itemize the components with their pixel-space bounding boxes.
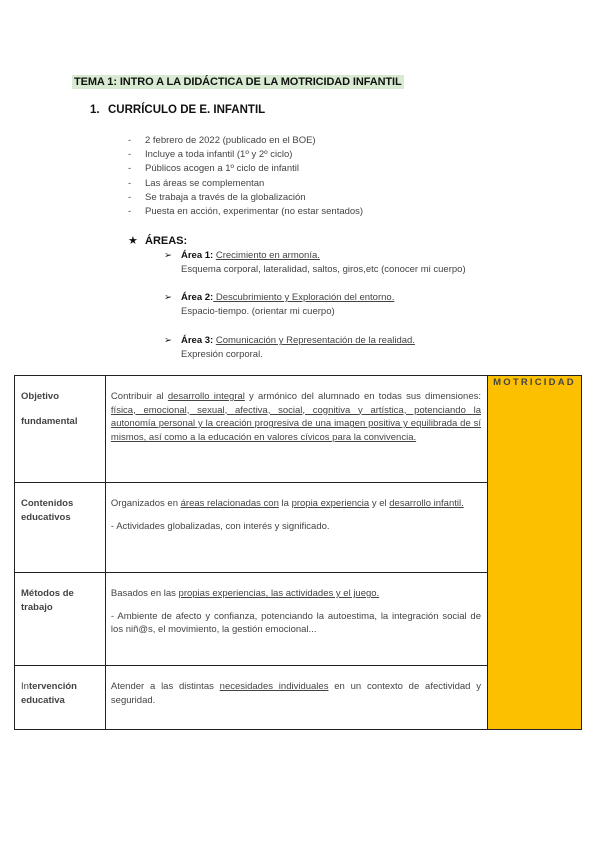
row-label: Métodos de trabajo [15,573,106,666]
area-item-3: ➢ Área 3: Comunicación y Representación de la realidad. Expresión corporal. [164,335,415,360]
arrow-bullet-icon: ➢ [164,335,172,346]
dash-icon: - [128,149,132,161]
row-content: Contribuir al desarrollo integral y armónico del alumnado en todas sus dimensiones: física, emocional, sexual, afectiva, social, cognitiva y artística, potenciando la autonomía personal y la creación progresiva de una imagen positiva y equilibrada de sí mismos, así como a la educación en valores cívicos para la convivencia. [105,376,487,483]
list-item: - Las áreas se complementan [128,177,363,191]
list-item: - Públicos acogen a 1º ciclo de infantil [128,162,363,176]
list-item: - Puesta en acción, experimentar (no estar sentados) [128,205,363,219]
dash-icon: - [128,177,132,189]
section-title: CURRÍCULO DE E. INFANTIL [108,104,266,116]
area-item-1: ➢ Área 1: Crecimiento en armonía. Esquema corporal, lateralidad, saltos, giros,etc (conocer mi cuerpo) [164,250,466,275]
star-bullet-icon: ★ [128,235,138,247]
row-content: Organizados en áreas relacionadas con la propia experiencia y el desarrollo infantil. - Actividades globalizadas, con interés y significado. [105,483,487,573]
dash-icon: - [128,191,132,203]
table-row [15,376,582,483]
list-item: - Incluye a toda infantil (1º y 2º ciclo) [128,148,363,162]
list-item: - Se trabaja a través de la globalización [128,191,363,205]
row-content: Atender a las distintas necesidades individuales en un contexto de afectividad y seguridad. [105,666,487,730]
dash-icon: - [128,206,132,218]
list-item: - 2 febrero de 2022 (publicado en el BOE) [128,134,363,148]
arrow-bullet-icon: ➢ [164,292,172,303]
row-label: Objetivo fundamental [15,376,106,483]
section-heading [90,104,265,116]
dash-icon: - [128,163,132,175]
motricidad-label: MOTRICIDAD [493,377,576,388]
area-description: Espacio-tiempo. (orientar mi cuerpo) [181,305,335,317]
section-number: 1. [90,104,100,116]
area-item-2: ➢ Área 2: Descubrimiento y Exploración del entorno. Espacio-tiempo. (orientar mi cuerpo) [164,292,395,317]
area-description: Expresión corporal. [181,348,263,360]
curriculum-table [14,375,582,730]
row-label: Intervención educativa [15,666,106,730]
dash-icon: - [128,135,132,146]
areas-heading: ★ ÁREAS: [128,235,188,247]
document-title: TEMA 1: INTRO A LA DIDÁCTICA DE LA MOTRICIDAD INFANTIL [74,76,402,88]
motricidad-column [488,376,582,730]
row-label: Contenidos educativos [15,483,106,573]
arrow-bullet-icon: ➢ [164,250,172,261]
row-content: Basados en las propias experiencias, las actividades y el juego. - Ambiente de afecto y confianza, potenciando la autoestima, la integración social de los niñ@s, el movimiento, la gestión emocional... [105,573,487,666]
area-description: Esquema corporal, lateralidad, saltos, giros,etc (conocer mi cuerpo) [181,263,466,275]
title-block [72,72,404,90]
bullet-list [128,134,363,219]
